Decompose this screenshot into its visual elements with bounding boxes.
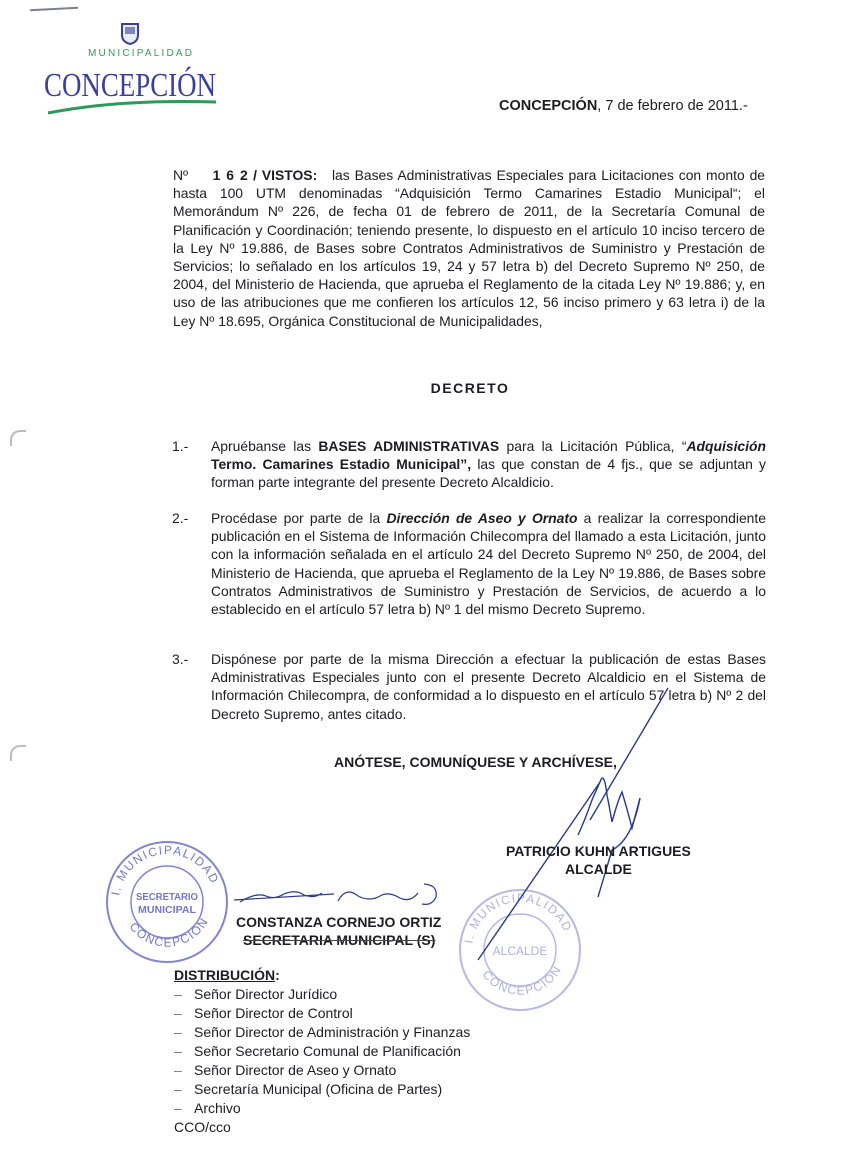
bullet-dash: –: [174, 1005, 182, 1021]
item-text: Apruébanse las: [211, 438, 319, 454]
municipality-logo: [40, 22, 262, 114]
distribution-item: [174, 985, 470, 1004]
item-bold-italic-text: Adquisición: [686, 438, 766, 454]
secretary-role: SECRETARIA MUNICIPAL (S): [243, 932, 436, 948]
decree-number: 1 6 2: [212, 167, 249, 183]
distribution-item: [174, 1042, 470, 1061]
mayor-signature: [478, 688, 668, 960]
stamp-ring-top: I. MUNICIPALIDAD: [108, 842, 222, 897]
svg-text:CONCEPCION: [480, 963, 565, 998]
distribution-item-text: Señor Secretario Comunal de Planificación: [194, 1043, 461, 1059]
secretary-stamp: [107, 842, 227, 962]
scan-mark: [30, 7, 78, 12]
item-text: para la Licitación Pública, “: [499, 438, 687, 454]
item-text: Dispónese por parte de la misma Dirección a efectuar la publicación de estas Bases Administrativas Especiales junto con el presente Decreto Alcaldicio en el Sistema de Información Chilecompra, de conformidad a lo dispuesto en el artículo 57 letra b) Nº 2 del Decreto Supremo, antes citado.: [211, 651, 766, 722]
logo-main-text: CONCEPCIÓN: [44, 67, 262, 104]
date-text: , 7 de febrero de 2011.-: [597, 98, 748, 114]
decree-item-1: [172, 437, 766, 492]
decree-separator: /: [253, 167, 257, 183]
item-bold-italic-text: Dirección de Aseo y Ornato: [386, 510, 578, 526]
item-text: a realizar la correspondiente publicación en el Sistema de Información Chilecompra del llamado a esta Licitación, junto con la información señalada en el artículo 24 del Decreto Supremo Nº 250, de 2004, del Ministerio de Hacienda, que aprueba el Reglamento de la Ley Nº 19.886, de Bases sobre Contratos Administrativos de Suministro y Prestación de Servicios, de acuerdo a lo establecido en el artículo 57 letra b) Nº 1 del mismo Decreto Supremo.: [211, 510, 766, 618]
distribution-heading: DISTRIBUCIÓN: [174, 967, 276, 983]
distribution-item-text: Señor Director Jurídico: [194, 986, 338, 1002]
vistos-text: las Bases Administrativas Especiales para Licitaciones con monto de hasta 100 UTM denominadas “Adquisición Termo Camarines Estadio Municipal“; el Memorándum Nº 226, de fecha 01 de febrero de 2011, de la Secretaría Comunal de Planificación y Coordinación; teniendo presente, lo dispuesto en el artículo 10 inciso tercero de la Ley Nº 19.886, de Bases sobre Contratos Administrativos de Suministro y Prestación de Servicios; lo señalado en los artículos 19, 24 y 57 letra b) del Decreto Supremo Nº 250, de 2004, del Ministerio de Hacienda, que aprueba el Reglamento de la citada Ley Nº 19.886; y, en uso de las atribuciones que me confieren los artículos 12, 56 inciso primero y 63 letra i) de la Ley Nº 18.695, Orgánica Constitucional de Municipalidades,: [173, 167, 766, 329]
vistos-label: VISTOS:: [261, 167, 318, 183]
distribution-item: [174, 1061, 470, 1080]
decree-number-label: Nº: [173, 167, 189, 183]
svg-text:I. MUNICIPALIDAD: [108, 843, 222, 897]
distribution-item-text: Señor Director de Administración y Finanzas: [194, 1024, 471, 1040]
decree-item-3: [172, 650, 766, 723]
distribution-footer: CCO/cco: [174, 1119, 231, 1135]
vistos-paragraph: [173, 166, 765, 330]
date-line: [499, 98, 748, 114]
mayor-signature-block: [506, 842, 691, 878]
item-number: 2.-: [172, 510, 189, 526]
secretary-signature: [234, 884, 436, 904]
distribution-item: [174, 1023, 470, 1042]
mayor-stamp: [460, 890, 580, 1010]
svg-text:CONCEPCION: [127, 915, 212, 950]
stamp-ring-bottom: CONCEPCION: [126, 914, 212, 950]
stamp-ring-bottom: CONCEPCION: [479, 962, 565, 998]
distribution-item-text: Archivo: [194, 1100, 241, 1116]
item-text: las que constan de 4 fjs., que se adjuntan y forman parte integrante del presente Decreto Alcaldicio.: [211, 456, 766, 491]
closing-formula: ANÓTESE, COMUNÍQUESE Y ARCHÍVESE,: [334, 754, 617, 770]
item-text: Procédase por parte de la: [211, 510, 387, 526]
logo-top-text: MUNICIPALIDAD: [88, 48, 195, 59]
secretary-name: CONSTANZA CORNEJO ORTIZ: [236, 914, 442, 930]
decree-item-2: [172, 509, 766, 618]
item-bold-text: BASES ADMINISTRATIVAS: [318, 438, 500, 454]
bullet-dash: –: [174, 1062, 182, 1078]
distribution-item-text: Señor Director de Control: [194, 1005, 353, 1021]
item-number: 1.-: [172, 438, 189, 454]
distribution-item-text: Señor Director de Aseo y Ornato: [194, 1062, 397, 1078]
date-place: CONCEPCIÓN: [499, 98, 598, 114]
distribution-item: [174, 1099, 470, 1118]
punch-hole-mark: [10, 430, 26, 446]
stamp-ring-top: I. MUNICIPALIDAD: [461, 890, 575, 945]
stamp-center-2: MUNICIPAL: [138, 904, 197, 916]
stamp-center-1: SECRETARIO: [136, 891, 198, 903]
bullet-dash: –: [174, 1100, 182, 1116]
bullet-dash: –: [174, 1043, 182, 1059]
stamp-center: ALCALDE: [492, 944, 548, 958]
distribution-list: [174, 966, 470, 1137]
distribution-heading-colon: :: [275, 967, 280, 983]
decreto-title: DECRETO: [430, 380, 510, 396]
punch-hole-mark: [10, 745, 26, 761]
bullet-dash: –: [174, 1081, 182, 1097]
mayor-role: ALCALDE: [564, 861, 632, 877]
distribution-item: [174, 1004, 470, 1023]
distribution-item: [174, 1080, 470, 1099]
item-bold-text: Termo. Camarines Estadio Municipal”,: [211, 456, 472, 473]
coat-of-arms-icon: [122, 24, 138, 44]
distribution-item-text: Secretaría Municipal (Oficina de Partes): [194, 1081, 443, 1097]
bullet-dash: –: [174, 1024, 182, 1040]
svg-text:I. MUNICIPALIDAD: [461, 891, 575, 945]
item-number: 3.-: [172, 651, 189, 667]
bullet-dash: –: [174, 986, 182, 1002]
secretary-signature-block: [236, 913, 441, 949]
mayor-name: PATRICIO KUHN ARTIGUES: [506, 843, 691, 859]
